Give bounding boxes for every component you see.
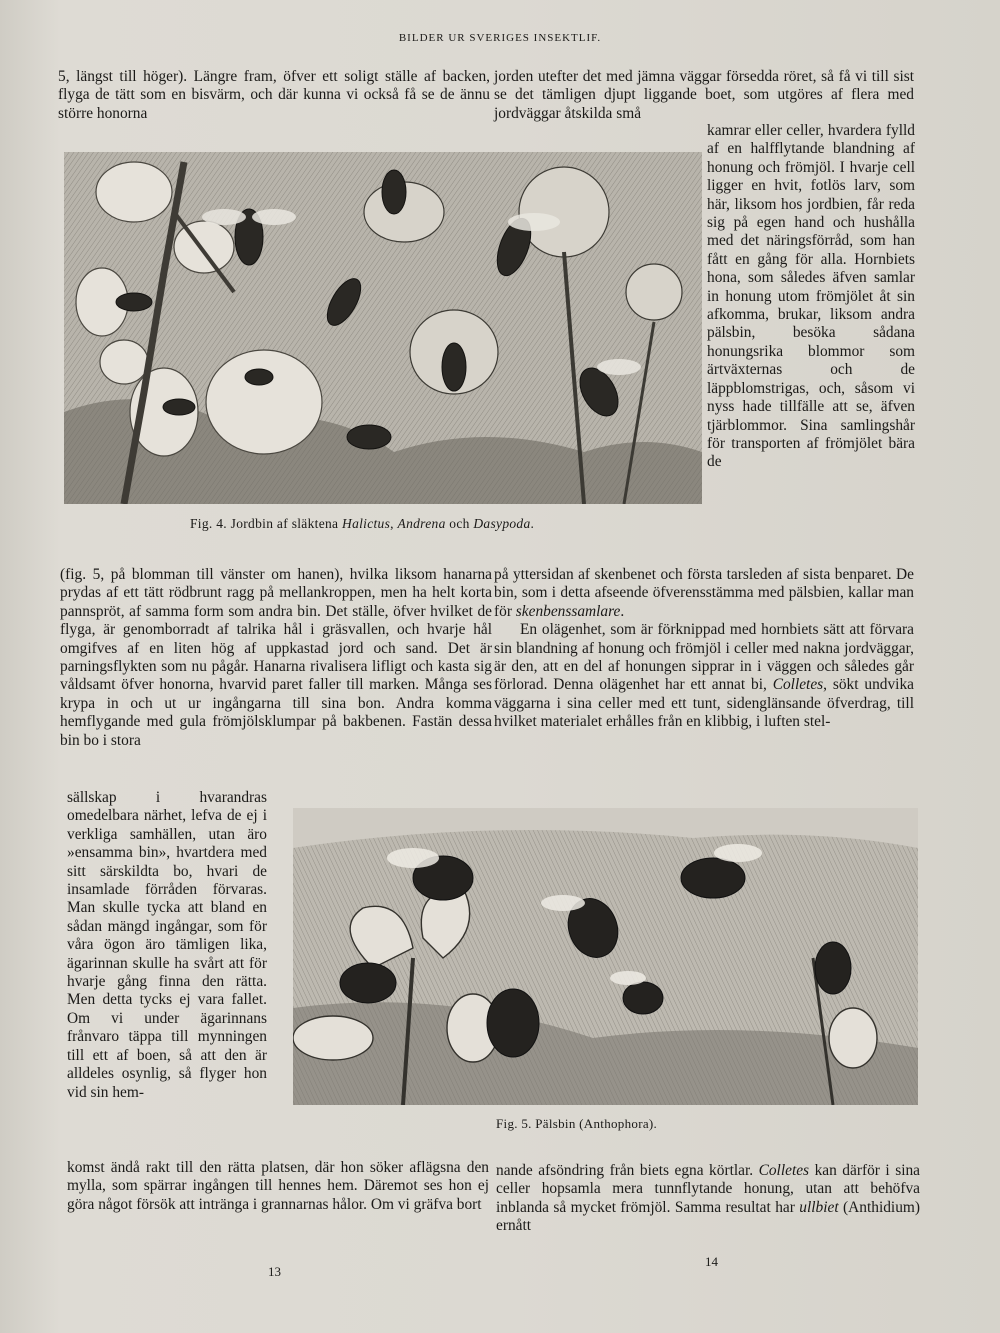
paragraph bbox=[496, 1162, 920, 1236]
genus-dasypoda: Dasypoda bbox=[473, 516, 531, 531]
genus-andrena: Andrena bbox=[397, 516, 446, 531]
figure-4-engraving bbox=[64, 152, 702, 504]
running-title: BILDER UR SVERIGES INSEKTLIF. bbox=[398, 32, 602, 44]
paragraph bbox=[494, 621, 914, 731]
paragraph: (fig. 5, på blomman till vänster om hanen), hvilka liksom hanarna prydas af ett tätt rödbrunt ragg på mellankroppen, men ha helt korta pannspröt, af samma form som andra bin. Det ställe, öfver hvilket de flyga, är genomborradt af talrika hål i gräsvallen, och hvarje hål omgifves af en liten hög af uppkastad jord och sand. Det är parningsflykten som nu pågår. Hanarna rivalisera lifligt och kasta sig våldsamt öfver honorna, hvarvid paret faller till marken. Många ses krypa in och ut ur ingångarna till sina bon. Andra komma hemflygande med gula frömjölsklumpar på bakbenen. Fastän dessa bin bo i stora bbox=[60, 566, 492, 749]
genus-colletes: Colletes bbox=[758, 1162, 810, 1179]
right-column-bottom bbox=[496, 1162, 920, 1236]
left-column-middle bbox=[60, 566, 492, 750]
text-run: på yttersidan af skenbenet och första tarsleden af sista benparet. De bin, som i detta afseende öfverensstämma med pälsbien, kallar man för bbox=[494, 566, 914, 620]
text-run: kan därför i sina celler hopsamla mera tunnflytande honung, utan att behöfva inblanda så mycket frömjöl. Samma resultat har bbox=[496, 1162, 920, 1216]
paragraph: 5, längst till höger). Längre fram, öfver ett soligt ställe af backen, flyga de tätt som en bisvärm, och där kunna vi också få se de ännu större honorna bbox=[58, 68, 490, 122]
paragraph: sällskap i hvarandras omedelbara närhet, lefva de ej i verkliga samhällen, utan äro »ensamma bin», hvartdera med sitt särskildta bo, hvari de insamlade förråden förvaras. Man skulle tycka att bland en sådan mängd ingångar, som för våra ögon äro tämligen lika, ägarinnan skulle ha svårt att för hvarje gång finna den rätta. Men detta tycks ej vara fallet. Om vi under ägarinnans frånvaro täppa till mynningen till ett af boen, så att den är alldeles osynlig, så flyger hon vid sin hem- bbox=[67, 789, 267, 1101]
page-number-left: 13 bbox=[268, 1264, 281, 1279]
left-column-bottom bbox=[67, 1159, 489, 1214]
genus-colletes: Colletes bbox=[772, 676, 824, 694]
anthophora-bees-illustration bbox=[293, 808, 918, 1105]
text-run: En olägenhet, som är förknippad med hornbiets sätt att förvara sin blandning af honung och frömjöl i celler med nakna jordväggar, är den, att en del af honungen sipprar in i väggen och således går förlorad. Denna olägenhet har ett annat bi, bbox=[494, 621, 914, 694]
caption-conjunction: och bbox=[445, 516, 474, 531]
figure-4-caption bbox=[190, 516, 534, 532]
paragraph: komst ändå rakt till den rätta platsen, där hon söker aflägsna den mylla, som spärrar ingången till hennes hem. Däremot ses hon ej göra något försök att intränga i grannarnas hålor. Om vi gräfva bort bbox=[67, 1159, 489, 1213]
text-run: (Anthidium) ernått bbox=[496, 1198, 920, 1235]
text-run: . bbox=[620, 602, 625, 620]
figure-5-engraving bbox=[293, 808, 918, 1105]
right-column-middle bbox=[494, 566, 914, 732]
genus-halictus: Halictus bbox=[342, 516, 391, 531]
left-column-top bbox=[58, 68, 490, 123]
bees-on-flowers-illustration bbox=[64, 152, 702, 504]
term-ullbiet: ullbiet bbox=[799, 1198, 839, 1216]
right-column-top bbox=[494, 68, 914, 123]
term-skenbenssamlare: skenbenssamlare bbox=[515, 602, 621, 620]
text-run: , sökt undvika väggarna i sina celler med ett tunt, sidenglänsande öfverdrag, till hvilket materialet erhålles från en klibbig, i luften stel- bbox=[494, 676, 914, 731]
caption-separator: , bbox=[390, 516, 398, 531]
text-run: nande afsöndring från biets egna körtlar. bbox=[496, 1162, 759, 1179]
left-column-narrow bbox=[67, 789, 267, 1102]
caption-end: . bbox=[530, 516, 535, 531]
paragraph: kamrar eller celler, hvardera fylld af en halfflytande blandning af honung och frömjöl. I hvarje cell ligger en hvit, fotlös larv, som här, liksom hos jordbien, får reda sig på egen hand och hushålla med det näringsförråd, som han fått en gång för alla. Hornbiets hona, som således äfven samlar in honung utom frömjölet åt sin afkomma, brukar, liksom andra pälsbin, besöka sådana honungsrika blommor som ärtväxternas och de läppblomstrigas, och, såsom vi nyss hade tillfälle att se, äfven tjärblommor. Sina samlingshår för transporten af frömjölet bära de bbox=[707, 122, 915, 471]
caption-text: Fig. 4. Jordbin af släktena bbox=[190, 516, 343, 531]
right-column-narrow bbox=[707, 122, 915, 472]
figure-5-caption: Fig. 5. Pälsbin (Anthophora). bbox=[496, 1116, 658, 1131]
page-number-right: 14 bbox=[705, 1254, 718, 1269]
paragraph bbox=[494, 566, 914, 621]
paragraph: jorden utefter det med jämna väggar försedda röret, så få vi till sist se det tämligen djupt liggande boet, som utgöres af flera med jordväggar åtskilda små bbox=[494, 68, 914, 122]
